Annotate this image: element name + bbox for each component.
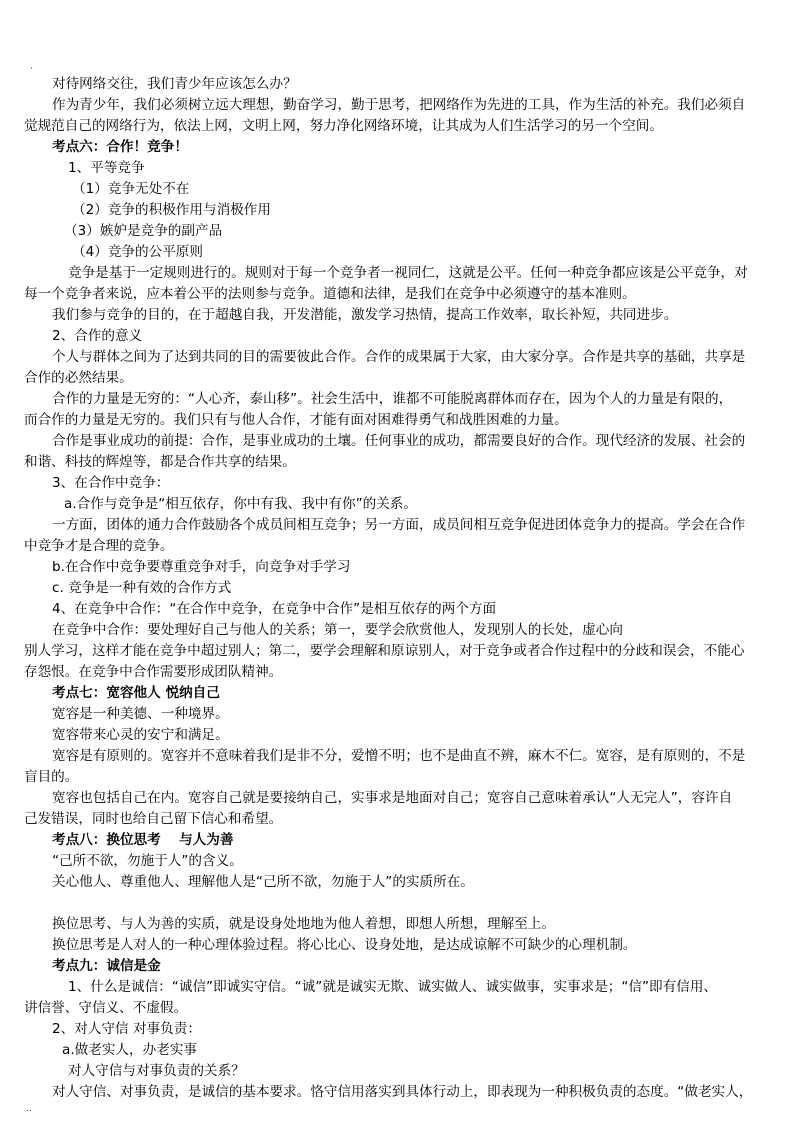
- text-line: 对人守信、对事负责，是诚信的基本要求。恪守信用落实到具体行动上，即表现为一种积极负责的态度。“做老实人，: [52, 1084, 753, 1100]
- text-line: 个人与群体之间为了达到共同的目的需要彼此合作。合作的成果属于大家，由大家分享。合作是共享的基础，共享是: [52, 349, 746, 365]
- text-line: 合作是事业成功的前提：合作，是事业成功的土壤。任何事业的成功，都需要良好的合作。现代经济的发展、社会的: [52, 433, 746, 449]
- text-line: 1、平等竞争: [68, 160, 145, 176]
- text-line: 对人守信与对事负责的关系？: [68, 1063, 245, 1079]
- text-line: 2、合作的意义: [52, 328, 143, 344]
- text-line: a.做老实人，办老实事: [62, 1042, 197, 1058]
- text-line: 一方面，团体的通力合作鼓励各个成员间相互竞争；另一方面，成员间相互竞争促进团体竞争力的提高。学会在合作: [52, 517, 746, 533]
- section-heading: 考点七：宽容他人 悦纳自己: [52, 685, 220, 701]
- corner-mark-bottom: ..: [26, 1104, 32, 1114]
- text-line: 己发错误，同时也给自己留下信心和希望。: [24, 811, 283, 827]
- text-line: （3）嫉妒是竞争的副产品: [64, 223, 223, 239]
- text-line: 宽容是一种美德、一种境界。: [52, 706, 229, 722]
- text-line: （4）竞争的公平原则: [72, 244, 203, 260]
- text-line: 换位思考是人对人的一种心理体验过程。将心比心、设身处地，是达成谅解不可缺少的心理机制。: [52, 937, 637, 953]
- text-line: 3、在合作中竞争：: [52, 475, 170, 491]
- text-line: 中竞争才是合理的竞争。: [24, 538, 174, 554]
- text-line: 讲信誉、守信义、不虚假。: [24, 1000, 188, 1016]
- text-line: c. 竞争是一种有效的合作方式: [52, 580, 232, 596]
- text-line: （1）竞争无处不在: [72, 181, 190, 197]
- text-line: 宽容是有原则的。宽容并不意味着我们是非不分，爱憎不明；也不是曲直不辨，麻木不仁。宽容，是有原则的，不是: [52, 748, 746, 764]
- text-line: 觉规范自己的网络行为，依法上网，文明上网，努力净化网络环境，让其成为人们生活学习的另一个空间。: [24, 118, 663, 134]
- text-line: 合作的必然结果。: [24, 370, 133, 386]
- text-line: 1、什么是诚信：“诚信”即诚实守信。“诚”就是诚实无欺、诚实做人、诚实做事，实事求是；“信”即有信用、: [68, 979, 718, 995]
- corner-mark-top: ·: [30, 64, 33, 74]
- text-line: a.合作与竞争是“相互依存，你中有我、我中有你”的关系。: [64, 496, 417, 512]
- text-line: 2、对人守信 对事负责：: [52, 1021, 201, 1037]
- text-line: 宽容也包括自己在内。宽容自己就是要接纳自己，实事求是地面对自己；宽容自己意味着承认“人无完人”，容许自: [52, 790, 733, 806]
- text-line: 我们参与竞争的目的，在于超越自我，开发潜能，激发学习热情，提高工作效率，取长补短，共同进步。: [52, 307, 678, 323]
- text-line: 换位思考、与人为善的实质，就是设身处地地为他人着想，即想人所想，理解至上。: [52, 916, 555, 932]
- text-line: 在竞争中合作：要处理好自己与他人的关系；第一，要学会欣赏他人，发现别人的长处，虚心向: [52, 622, 623, 638]
- text-line: 关心他人、尊重他人、理解他人是“己所不欲，勿施于人”的实质所在。: [52, 874, 474, 890]
- text-line: b.在合作中竞争要尊重竞争对手，向竞争对手学习: [52, 559, 351, 575]
- text-line: 而合作的力量是无穷的。我们只有与他人合作，才能有面对困难得勇气和战胜困难的力量。: [24, 412, 568, 428]
- text-line: 竞争是基于一定规则进行的。规则对于每一个竞争者一视同仁，这就是公平。任何一种竞争都应该是公平竞争，对: [68, 265, 748, 281]
- section-heading: 考点八：换位思考 与人为善: [52, 832, 234, 848]
- text-line: 每一个竞争者来说，应本着公平的法则参与竞争。道德和法律，是我们在竞争中必须遵守的基本准则。: [24, 286, 636, 302]
- text-line: 盲目的。: [24, 769, 79, 785]
- text-line: 4、在竞争中合作：“在合作中竞争，在竞争中合作”是相互依存的两个方面: [52, 601, 497, 617]
- text-line: 存怨恨。在竞争中合作需要形成团队精神。: [24, 664, 283, 680]
- section-heading: 考点九：诚信是金: [52, 958, 161, 974]
- section-heading: 考点六：合作！竞争！: [52, 139, 188, 155]
- text-line: 作为青少年，我们必须树立远大理想，勤奋学习，勤于思考，把网络作为先进的工具，作为生活的补充。我们必须自: [52, 97, 746, 113]
- text-line: 对待网络交往，我们青少年应该怎么办？: [52, 76, 297, 92]
- text-line: （2）竞争的积极作用与消极作用: [72, 202, 271, 218]
- text-line: 合作的力量是无穷的：“人心齐，泰山移”。社会生活中，谁都不可能脱离群体而存在，因为个人的力量是有限的，: [52, 391, 733, 407]
- text-line: 别人学习，这样才能在竞争中超过别人；第二，要学会理解和原谅别人，对于竞争或者合作过程中的分歧和误会，不能心: [24, 643, 745, 659]
- text-line: “己所不欲，勿施于人”的含义。: [52, 853, 243, 869]
- text-line: 和谐、科技的辉煌等，都是合作共享的结果。: [24, 454, 296, 470]
- text-line: 宽容带来心灵的安宁和满足。: [52, 727, 229, 743]
